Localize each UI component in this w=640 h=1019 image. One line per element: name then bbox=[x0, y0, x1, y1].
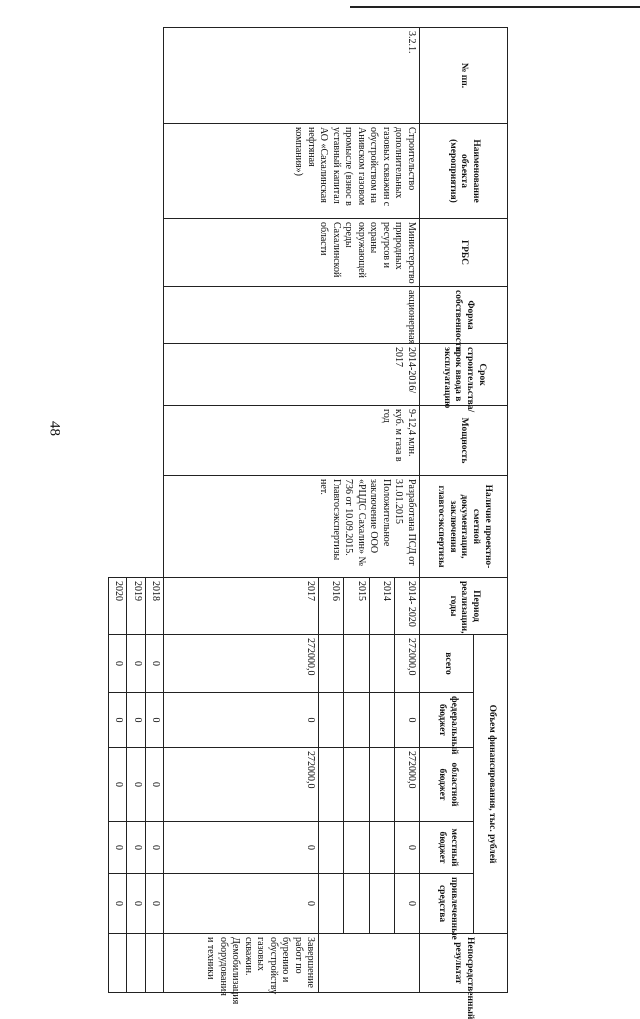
table-row bbox=[109, 28, 127, 993]
result-empty bbox=[127, 934, 145, 993]
row-attracted bbox=[344, 874, 369, 934]
row-regional: 0 bbox=[109, 748, 127, 822]
row-year: 2016 bbox=[319, 578, 344, 635]
row-year: 2018 bbox=[145, 578, 163, 635]
header-attracted: привлеченные средства bbox=[419, 874, 474, 934]
header-term: Срок строительства/срок ввода в эксплуатацию bbox=[419, 344, 507, 406]
funding-table bbox=[108, 27, 508, 1019]
object-grbs: Министерство природных ресурсов и охраны окружающей среды Сахалинской области bbox=[164, 219, 420, 287]
header-ownership: Форма собственности bbox=[419, 287, 507, 344]
rotated-table-container bbox=[108, 27, 508, 1019]
row-regional: 272000,0 bbox=[394, 748, 419, 822]
row-local bbox=[369, 822, 394, 874]
spacer-cell bbox=[109, 28, 127, 578]
row-local: 0 bbox=[394, 822, 419, 874]
row-year: 2014 bbox=[369, 578, 394, 635]
page-number: 48 bbox=[46, 421, 63, 436]
row-total bbox=[369, 635, 394, 693]
result-empty bbox=[319, 934, 420, 993]
header-capacity: Мощность bbox=[419, 406, 507, 476]
row-federal: 0 bbox=[164, 693, 319, 748]
header-num: № пп. bbox=[419, 28, 507, 124]
row-year: 2017 bbox=[164, 578, 319, 635]
row-regional: 272000,0 bbox=[164, 748, 319, 822]
row-attracted: 0 bbox=[145, 874, 163, 934]
row-regional: 0 bbox=[127, 748, 145, 822]
row-attracted: 0 bbox=[164, 874, 319, 934]
row-local bbox=[319, 822, 344, 874]
header-funding: Объем финансирования, тыс. рублей bbox=[474, 635, 508, 934]
row-local: 0 bbox=[109, 822, 127, 874]
header-result: Непосредственный результат bbox=[419, 934, 507, 993]
row-federal: 0 bbox=[394, 693, 419, 748]
row-federal bbox=[344, 693, 369, 748]
row-attracted: 0 bbox=[394, 874, 419, 934]
row-regional: 0 bbox=[145, 748, 163, 822]
object-capacity: 9-12,4 млн. куб. м газа в год bbox=[164, 406, 420, 476]
spacer-cell bbox=[145, 28, 163, 578]
row-federal: 0 bbox=[127, 693, 145, 748]
row-attracted: 0 bbox=[127, 874, 145, 934]
row-total: 272000,0 bbox=[394, 635, 419, 693]
row-total bbox=[344, 635, 369, 693]
row-regional bbox=[344, 748, 369, 822]
object-name: Строительство дополнительных газовых скважин с обустройством на Анивском газовом промысле (взнос в уставный капитал АО «Сахалинская нефтяная компания») bbox=[164, 124, 420, 219]
row-local bbox=[344, 822, 369, 874]
row-local: 0 bbox=[145, 822, 163, 874]
row-federal: 0 bbox=[145, 693, 163, 748]
row-year: 2019 bbox=[127, 578, 145, 635]
row-year: 2015 bbox=[344, 578, 369, 635]
header-psd: Наличие проектно-сметной документации, заключения главгосэкспертизы bbox=[419, 476, 507, 578]
row-year: 2020 bbox=[109, 578, 127, 635]
object-term: 2014-2016/ 2017 bbox=[164, 344, 420, 406]
spacer-cell bbox=[127, 28, 145, 578]
top-rule bbox=[350, 6, 640, 8]
row-regional bbox=[369, 748, 394, 822]
row-total bbox=[319, 635, 344, 693]
row-local: 0 bbox=[127, 822, 145, 874]
row-year: 2014- 2020 bbox=[394, 578, 419, 635]
row-federal: 0 bbox=[109, 693, 127, 748]
result-empty bbox=[145, 934, 163, 993]
table-row bbox=[394, 28, 419, 993]
header-regional: областной бюджет bbox=[419, 748, 474, 822]
object-ownership: акционерная bbox=[164, 287, 420, 344]
row-local: 0 bbox=[164, 822, 319, 874]
header-local: местный бюджет bbox=[419, 822, 474, 874]
object-psd: Разработана ПСД от 31.01.2015 Положительное заключение ООО «РЦДС Сахалин» № 736 от 10.09.2015. Главгосэкспертизы нет. bbox=[164, 476, 420, 578]
header-federal: федеральный бюджет bbox=[419, 693, 474, 748]
table-row bbox=[127, 28, 145, 993]
header-total: всего bbox=[419, 635, 474, 693]
row-regional bbox=[319, 748, 344, 822]
header-name: Наименование объекта (мероприятия) bbox=[419, 124, 507, 219]
row-total: 0 bbox=[145, 635, 163, 693]
row-attracted: 0 bbox=[109, 874, 127, 934]
row-total: 0 bbox=[109, 635, 127, 693]
object-num: 3.2.1. bbox=[164, 28, 420, 124]
row-total: 0 bbox=[127, 635, 145, 693]
header-grbs: ГРБС bbox=[419, 219, 507, 287]
row-attracted bbox=[319, 874, 344, 934]
header-row-1 bbox=[474, 28, 508, 993]
object-result: Завершение работ по бурению и обустройству газовых скважин. Демобилизация оборудования и техники bbox=[164, 934, 319, 993]
row-attracted bbox=[369, 874, 394, 934]
row-federal bbox=[369, 693, 394, 748]
result-empty bbox=[109, 934, 127, 993]
header-period: Период реализации, годы bbox=[419, 578, 507, 635]
row-federal bbox=[319, 693, 344, 748]
table-row bbox=[145, 28, 163, 993]
row-total: 272000,0 bbox=[164, 635, 319, 693]
